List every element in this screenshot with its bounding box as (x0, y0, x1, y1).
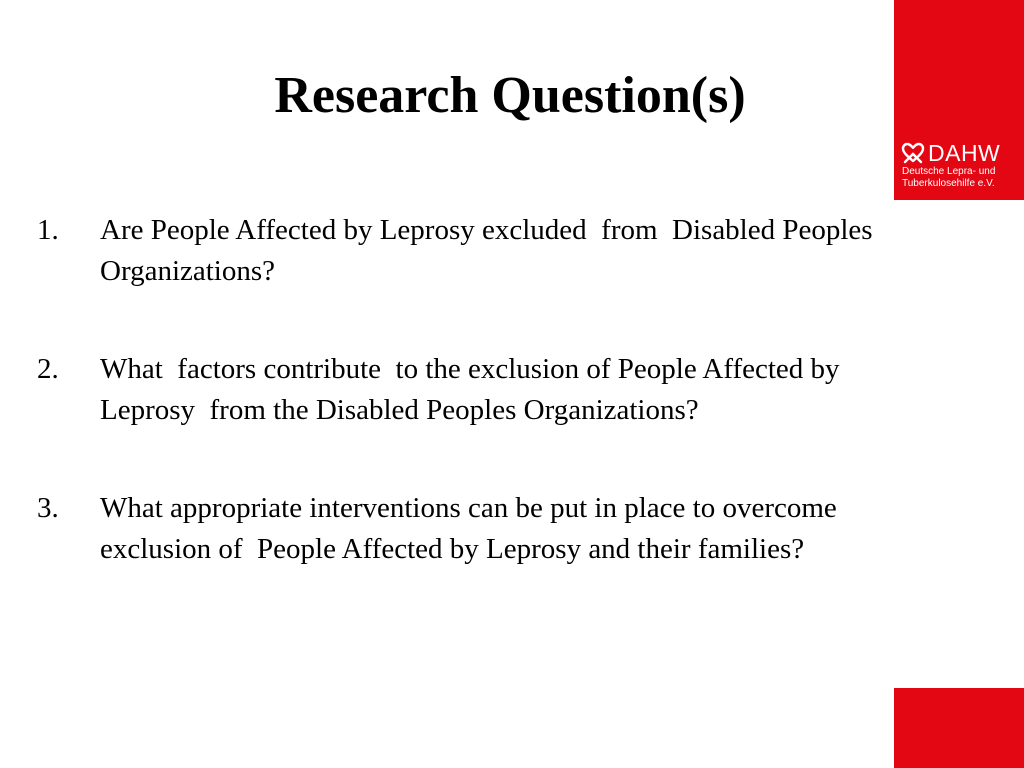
question-number: 1. (37, 214, 59, 246)
logo-row (901, 140, 1024, 166)
corner-accent-block (894, 688, 1024, 768)
question-text: Are People Affected by Leprosy excluded from Disabled Peoples Organizations? (100, 214, 880, 287)
question-item (37, 488, 897, 570)
question-text: What appropriate interventions can be put in place to overcome exclusion of People Affected by Leprosy and their families? (100, 492, 845, 565)
logo-subtitle-line2: Tuberkulosehilfe e.V. (902, 178, 995, 189)
question-item (37, 210, 897, 292)
question-list (37, 210, 897, 627)
question-number: 2. (37, 353, 59, 385)
question-number: 3. (37, 492, 59, 524)
logo-subtitle-line1: Deutsche Lepra- und (902, 166, 996, 177)
question-item (37, 349, 897, 431)
dahw-logo (894, 0, 1024, 200)
dahw-hands-heart-icon (901, 142, 925, 164)
question-text: What factors contribute to the exclusion of People Affected by Leprosy from the Disabled Peoples Organizations? (100, 353, 847, 426)
logo-name: DAHW (928, 140, 1001, 166)
slide-title: Research Question(s) (274, 67, 746, 124)
